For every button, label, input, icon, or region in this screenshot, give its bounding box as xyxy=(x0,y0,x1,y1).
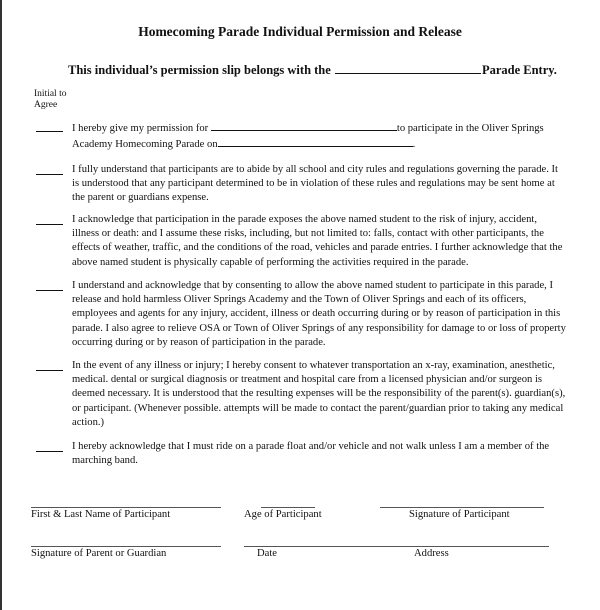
participant-signature-label: Signature of Participant xyxy=(409,509,510,520)
page-left-border xyxy=(0,0,2,610)
entry-line-suffix: Parade Entry. xyxy=(481,63,557,77)
clause-release xyxy=(36,279,566,350)
address-label: Address xyxy=(414,548,449,559)
clause-text: I hereby acknowledge that I must ride on a parade float and/or vehicle and not walk unless I am a member of the marching band. xyxy=(72,441,550,467)
participant-name-line[interactable] xyxy=(31,507,221,508)
participant-name-label: First & Last Name of Participant xyxy=(31,509,171,520)
parent-signature-line[interactable] xyxy=(31,546,221,547)
clause-text: I hereby give my permission for xyxy=(72,123,209,134)
parade-entry-blank[interactable] xyxy=(335,62,481,74)
date-address-line[interactable] xyxy=(244,546,549,547)
entry-line-prefix: This individual’s permission slip belongs with the xyxy=(68,63,331,77)
clause-risk xyxy=(36,213,566,270)
parade-date-blank[interactable] xyxy=(218,136,413,147)
clause-text: I acknowledge that participation in the parade exposes the above named student to the risk of injury, accident, illness or death: and I assume these risks, including, but not limited to: falls, contact with other participants, the effects of weather, traffic, and the conditions of the road, vehicles and parade entries. I further acknowledge that the above named student is physically capable of performing the activities required in the parade. xyxy=(72,214,563,268)
initial-blank[interactable] xyxy=(36,290,63,291)
initial-blank[interactable] xyxy=(36,451,63,452)
clause-text: . xyxy=(412,139,416,151)
clause-text: to participate in the Oliver Springs Academy Homecoming Parade on xyxy=(72,123,544,151)
document-title: Homecoming Parade Individual Permission and Release xyxy=(138,24,462,39)
clause-text: In the event of any illness or injury; I hereby consent to whatever transportation an x-ray, examination, anesthetic, medical. dental or surgical diagnosis or treatment and hospital care from a licensed physician and/or surgeon is deemed necessary. It is understood that the resulting expenses will be the responsibility of the parent(s). guardian(s), or participant. (Whenever possible. attempts will be made to contact the parent/guardian prior to taking any medical action.) xyxy=(72,360,566,428)
initial-blank[interactable] xyxy=(36,370,63,371)
age-line[interactable] xyxy=(261,507,315,508)
initial-blank[interactable] xyxy=(36,224,63,225)
clause-text: I understand and acknowledge that by consenting to allow the above named student to participate in this parade, I release and hold harmless Oliver Springs Academy and the Town of Oliver Springs and each of its officers, employees and agents for any injury, accident, illness or death occurring during or by reason of participation in this parade. I also agree to relieve OSA or Town of Oliver Springs of any responsibility for damage to or loss of property occurring during or by reason of participation in the parade. xyxy=(72,280,566,348)
entry-line xyxy=(68,62,557,78)
initial-blank[interactable] xyxy=(36,174,63,175)
age-label: Age of Participant xyxy=(244,509,322,520)
participant-signature-line[interactable] xyxy=(380,507,544,508)
clause-rules xyxy=(36,163,566,206)
clause-medical xyxy=(36,359,566,430)
student-name-blank[interactable] xyxy=(211,120,397,131)
parent-signature-label: Signature of Parent or Guardian xyxy=(31,548,167,559)
clause-permission xyxy=(36,120,566,152)
initial-column-label: Initial to Agree xyxy=(34,89,67,110)
date-label: Date xyxy=(257,548,277,559)
initial-blank[interactable] xyxy=(36,131,63,132)
clause-ride xyxy=(36,440,566,468)
clause-text: I fully understand that participants are to abide by all school and city rules and regulations governing the parade. It is understood that any participant determined to be in violation of these rules and regulations may be sent home at the parent or guardians expense. xyxy=(72,164,558,204)
